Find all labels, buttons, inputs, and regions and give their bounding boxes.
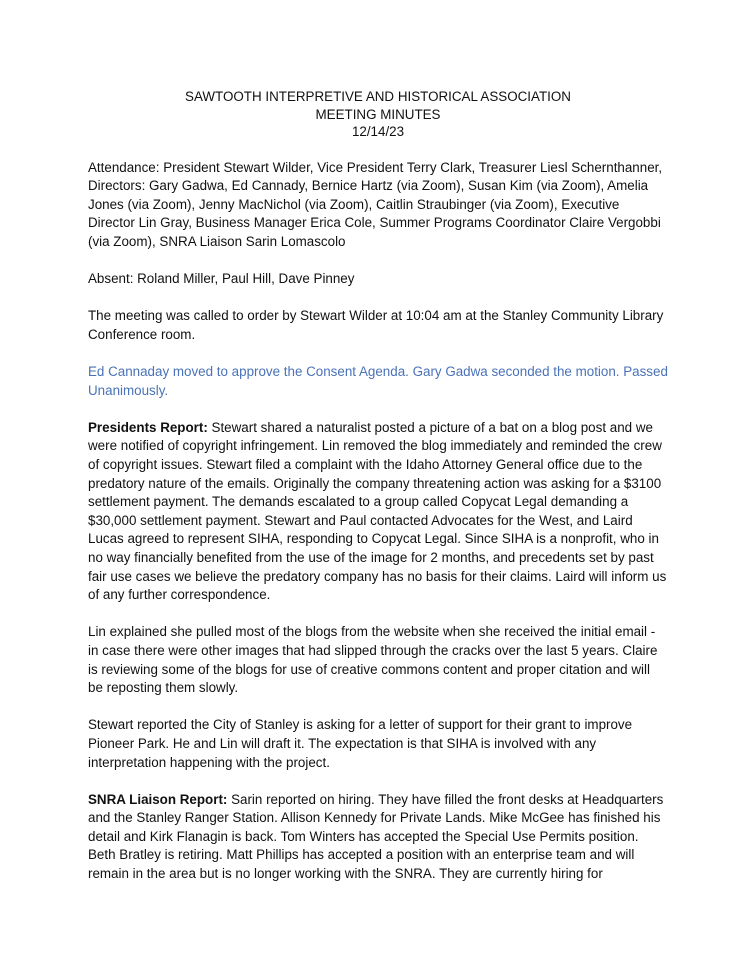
call-to-order-paragraph: The meeting was called to order by Stewart Wilder at 10:04 am at the Stanley Community Library Conference room. bbox=[88, 308, 664, 342]
consent-agenda-motion: Ed Cannaday moved to approve the Consent Agenda. Gary Gadwa seconded the motion. Passed Unanimously. bbox=[88, 364, 668, 398]
absent-paragraph: Absent: Roland Miller, Paul Hill, Dave Pinney bbox=[88, 271, 355, 287]
presidents-report-text: Stewart shared a naturalist posted a picture of a bat on a blog post and we were notified of copyright infringement. Lin removed the blog immediately and reminded the crew of copyright issues. Stewart filed a complaint with the Idaho Attorney General office due to the predatory nature of the emails. Originally the company threatening action was asking for a $3100 settlement payment. The demands escalated to a group called Copycat Legal demanding a $30,000 settlement payment. Stewart and Paul contacted Advocates for the West, and Laird Lucas agreed to represent SIHA, responding to Copycat Legal. Since SIHA is a nonprofit, who in no way financially benefited from the use of the image for 2 months, and precedents set by past fair use cases we believe the predatory company has no basis for their claims. Laird will inform us of any further correspondence. bbox=[88, 419, 667, 603]
document-header bbox=[88, 88, 668, 141]
blogs-paragraph: Lin explained she pulled most of the blogs from the website when she received the initial email - in case there were other images that had slipped through the cracks over the last 5 years. Claire is reviewing some of the blogs for use of creative commons content and proper citation and will be reposting them slowly. bbox=[88, 624, 658, 696]
pioneer-park-paragraph: Stewart reported the City of Stanley is asking for a letter of support for their grant to improve Pioneer Park. He and Lin will draft it. The expectation is that SIHA is involved with any interpretation happening with the project. bbox=[88, 717, 633, 770]
attendance-paragraph: Attendance: President Stewart Wilder, Vice President Terry Clark, Treasurer Liesl Schernthanner, Directors: Gary Gadwa, Ed Cannady, Bernice Hartz (via Zoom), Susan Kim (via Zoom), Amelia Jones (via Zoom), Jenny MacNichol (via Zoom), Caitlin Straubinger (via Zoom), Executive Director Lin Gray, Business Manager Erica Cole, Summer Programs Coordinator Claire Vergobbi (via Zoom), SNRA Liaison Sarin Lomascolo bbox=[88, 159, 663, 249]
document-type: MEETING MINUTES bbox=[315, 106, 441, 122]
snra-report-section bbox=[88, 791, 668, 884]
snra-report-label: SNRA Liaison Report: bbox=[88, 791, 228, 807]
organization-title: SAWTOOTH INTERPRETIVE AND HISTORICAL ASSOCIATION bbox=[185, 89, 571, 104]
presidents-report-label: Presidents Report: bbox=[88, 419, 208, 435]
meeting-date: 12/14/23 bbox=[351, 124, 405, 139]
snra-report-text: Sarin reported on hiring. They have filled the front desks at Headquarters and the Stanley Ranger Station. Allison Kennedy for Private Lands. Mike McGee has finished his detail and Kirk Flanagin is back. Tom Winters has accepted the Special Use Permits position. Beth Bratley is retiring. Matt Phillips has accepted a position with an enterprise team and will remain in the area but is no longer working with the SNRA. They are currently hiring for bbox=[88, 791, 664, 882]
minutes-document bbox=[88, 88, 668, 902]
presidents-report-section bbox=[88, 419, 668, 605]
